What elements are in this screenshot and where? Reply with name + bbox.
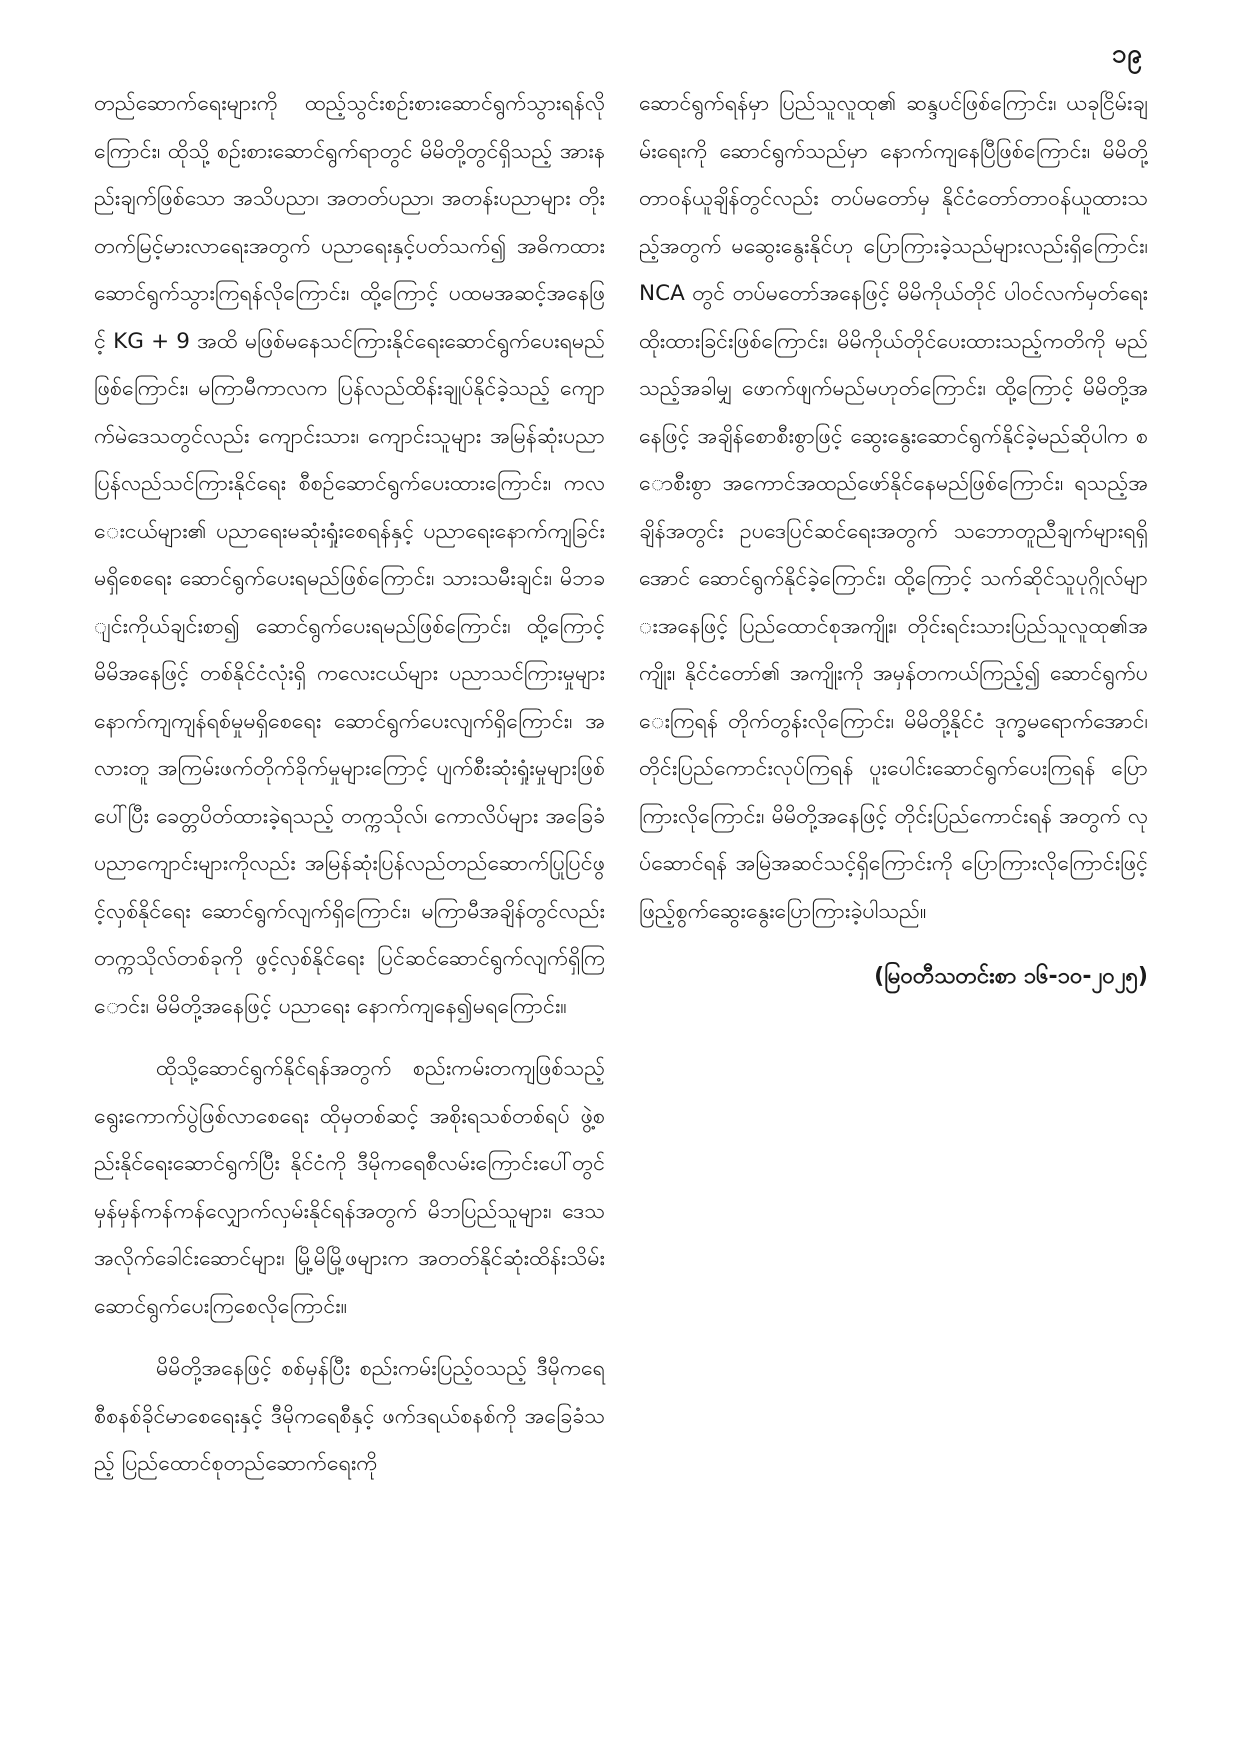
source-citation: (မြဝတီသတင်းစာ ၁၆-၁၀-၂၀၂၅) bbox=[874, 964, 1148, 989]
left-column bbox=[94, 80, 605, 1488]
paragraph: ဆောင်ရွက်ရန်မှာ ပြည်သူလူထု၏ ဆန္ဒပင်ဖြစ်ကြောင်း၊ ယခုငြိမ်းချမ်းရေးကို ဆောင်ရွက်သည်မှာ နောက်ကျနေပြီဖြစ်ကြောင်း၊ မိမိတို့တာဝန်ယူချိန်တွင်လည်း တပ်မတော်မှ နိုင်ငံတော်တာဝန်ယူထားသည့်အတွက် မဆွေးနွေးနိုင်ဟု ပြောကြားခဲ့သည်များလည်းရှိကြောင်း၊ NCA တွင် တပ်မတော်အနေဖြင့် မိမိကိုယ်တိုင် ပါဝင်လက်မှတ်ရေးထိုးထားခြင်းဖြစ်ကြောင်း၊ မိမိကိုယ်တိုင်ပေးထားသည့်ကတိကို မည်သည့်အခါမျှ ဖောက်ဖျက်မည်မဟုတ်ကြောင်း၊ ထို့ကြောင့် မိမိတို့အနေဖြင့် အချိန်စောစီးစွာဖြင့် ဆွေးနွေးဆောင်ရွက်နိုင်ခဲ့မည်ဆိုပါက စောစီးစွာ အကောင်အထည်ဖော်နိုင်နေမည်ဖြစ်ကြောင်း၊ ရသည့်အချိန်အတွင်း ဥပဒေပြင်ဆင်ရေးအတွက် သဘောတူညီချက်များရရှိအောင် ဆောင်ရွက်နိုင်ခဲ့ကြောင်း၊ ထို့ကြောင့် သက်ဆိုင်သူပုဂ္ဂိုလ်များအနေဖြင့် ပြည်ထောင်စုအကျိုး၊ တိုင်းရင်းသားပြည်သူလူထု၏အကျိုး၊ နိုင်ငံတော်၏ အကျိုးကို အမှန်တကယ်ကြည့်၍ ဆောင်ရွက်ပေးကြရန် တိုက်တွန်းလိုကြောင်း၊ မိမိတို့နိုင်ငံ ဒုက္ခမရောက်အောင်၊ တိုင်းပြည်ကောင်းလုပ်ကြရန် ပူးပေါင်းဆောင်ရွက်ပေးကြရန် ပြောကြားလိုကြောင်း၊ မိမိတို့အနေဖြင့် တိုင်းပြည်ကောင်းရန် အတွက် လုပ်ဆောင်ရန် အမြဲအဆင်သင့်ရှိကြောင်းကို ပြောကြားလိုကြောင်းဖြင့် ဖြည့်စွက်ဆွေးနွေးပြောကြားခဲ့ပါသည်။ bbox=[639, 91, 1148, 924]
paragraph: မိမိတို့အနေဖြင့် စစ်မှန်ပြီး စည်းကမ်းပြည့်ဝသည့် ဒီမိုကရေစီစနစ်ခိုင်မာစေရေးနှင့် ဒီမိုကရေစီနှင့် ဖက်ဒရယ်စနစ်ကို အခြေခံသည့် ပြည်ထောင်စုတည်ဆောက်ရေးကို bbox=[94, 1356, 605, 1476]
page-number: ၁၉ bbox=[1111, 39, 1143, 69]
paragraph: တည်ဆောက်ရေးများကို ထည့်သွင်းစဉ်းစားဆောင်ရွက်သွားရန်လိုကြောင်း၊ ထိုသို့ စဉ်းစားဆောင်ရွက်ရာတွင် မိမိတို့တွင်ရှိသည့် အားနည်းချက်ဖြစ်သော အသိပညာ၊ အတတ်ပညာ၊ အတန်းပညာများ တိုးတက်မြင့်မားလာရေးအတွက် ပညာရေးနှင့်ပတ်သက်၍ အဓိကထားဆောင်ရွက်သွားကြရန်လိုကြောင်း၊ ထို့ကြောင့် ပထမအဆင့်အနေဖြင့် KG + 9 အထိ မဖြစ်မနေသင်ကြားနိုင်ရေးဆောင်ရွက်ပေးရမည်ဖြစ်ကြောင်း၊ မကြာမီကာလက ပြန်လည်ထိန်းချုပ်နိုင်ခဲ့သည့် ကျောက်မဲဒေသတွင်လည်း ကျောင်းသား၊ ကျောင်းသူများ အမြန်ဆုံးပညာပြန်လည်သင်ကြားနိုင်ရေး စီစဉ်ဆောင်ရွက်ပေးထားကြောင်း၊ ကလေးငယ်များ၏ ပညာရေးမဆုံးရှုံးစေရန်နှင့် ပညာရေးနောက်ကျခြင်းမရှိစေရေး ဆောင်ရွက်ပေးရမည်ဖြစ်ကြောင်း၊ သားသမီးချင်း၊ မိဘချင်းကိုယ်ချင်းစာ၍ ဆောင်ရွက်ပေးရမည်ဖြစ်ကြောင်း၊ ထို့ကြောင့် မိမိအနေဖြင့် တစ်နိုင်ငံလုံးရှိ ကလေးငယ်များ ပညာသင်ကြားမှုများ နောက်ကျကျန်ရစ်မှုမရှိစေရေး ဆောင်ရွက်ပေးလျက်ရှိကြောင်း၊ အလားတူ အကြမ်းဖက်တိုက်ခိုက်မှုများကြောင့် ပျက်စီးဆုံးရှုံးမှုများဖြစ်ပေါ်ပြီး ခေတ္တပိတ်ထားခဲ့ရသည့် တက္ကသိုလ်၊ ကောလိပ်များ အခြေခံပညာကျောင်းများကိုလည်း အမြန်ဆုံးပြန်လည်တည်ဆောက်ပြုပြင်ဖွင့်လှစ်နိုင်ရေး ဆောင်ရွက်လျက်ရှိကြောင်း၊ မကြာမီအချိန်တွင်လည်း တက္ကသိုလ်တစ်ခုကို ဖွင့်လှစ်နိုင်ရေး ပြင်ဆင်ဆောင်ရွက်လျက်ရှိကြောင်း၊ မိမိတို့အနေဖြင့် ပညာရေး နောက်ကျနေ၍မရကြောင်း။ bbox=[94, 91, 605, 1019]
right-column bbox=[639, 80, 1148, 1001]
paragraph: ထိုသို့ဆောင်ရွက်နိုင်ရန်အတွက် စည်းကမ်းတကျဖြစ်သည့် ရွေးကောက်ပွဲဖြစ်လာစေရေး ထိုမှတစ်ဆင့် အစိုးရသစ်တစ်ရပ် ဖွဲ့စည်းနိုင်ရေးဆောင်ရွက်ပြီး နိုင်ငံကို ဒီမိုကရေစီလမ်းကြောင်းပေါ်တွင် မှန်မှန်ကန်ကန်လျှောက်လှမ်းနိုင်ရန်အတွက် မိဘပြည်သူများ၊ ဒေသအလိုက်ခေါင်းဆောင်များ၊ မြို့မိမြို့ဖများက အတတ်နိုင်ဆုံးထိန်းသိမ်းဆောင်ရွက်ပေးကြစေလိုကြောင်း။ bbox=[94, 1056, 605, 1319]
